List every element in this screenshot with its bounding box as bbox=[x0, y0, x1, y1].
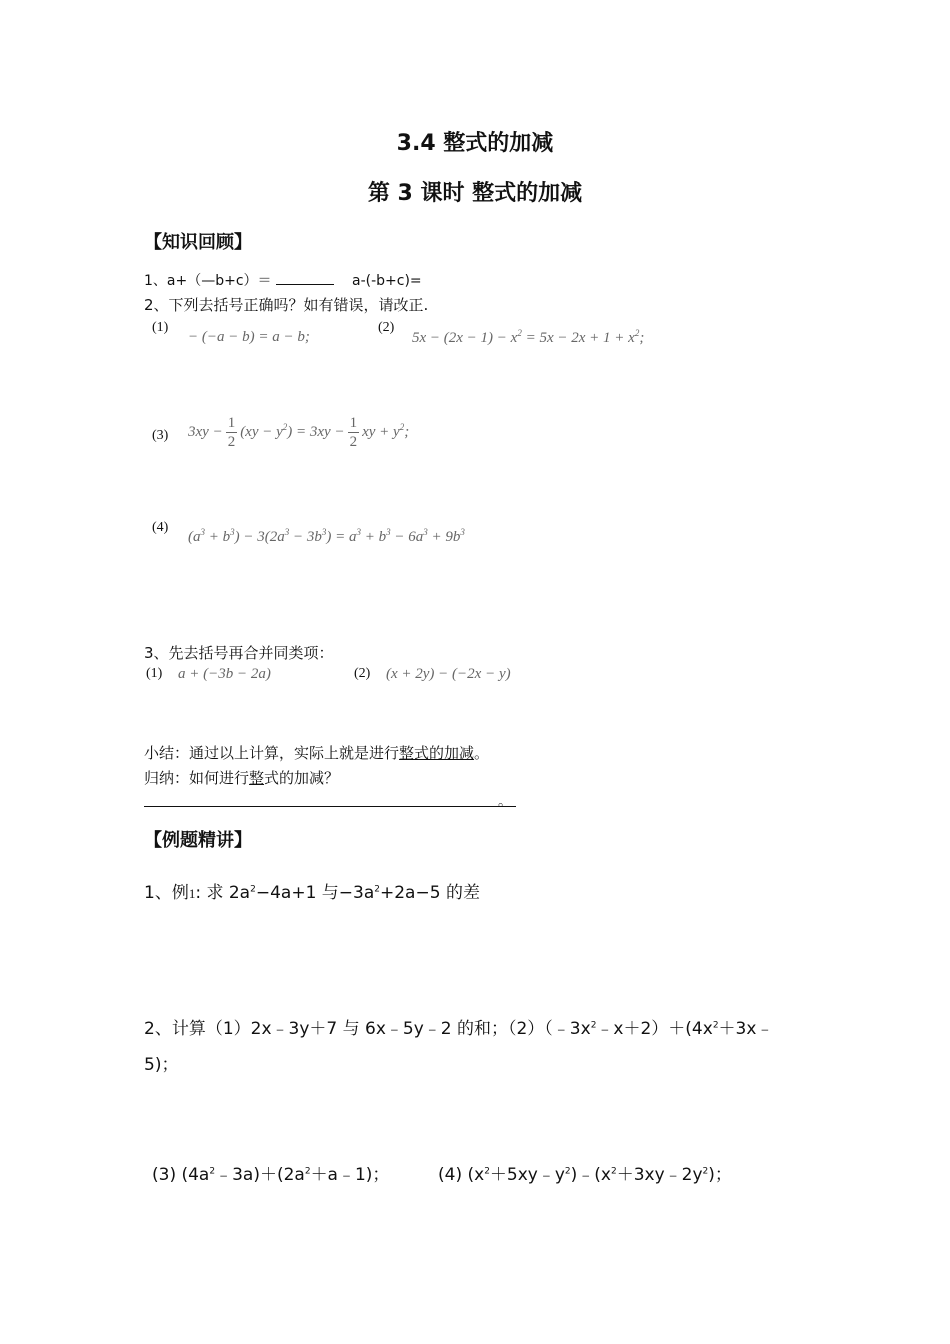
q2-item-2-expr: $5x - (2x - 1) - x^2 = 5x - 2x + 1 + x^2$; bbox=[412, 328, 645, 346]
q1-second: a-(-b+c)= bbox=[351, 273, 422, 289]
q3-item-2-expr: (x + 2y) − (−2x − y) bbox=[386, 666, 511, 682]
q1-blank bbox=[276, 270, 334, 285]
review-question-3: 3、先去括号再合并同类项： bbox=[144, 644, 334, 662]
answer-line bbox=[144, 805, 516, 807]
q2-item-3-label: (3) bbox=[152, 428, 169, 443]
example-2-item-4: (4) $(x^2+5xy﹣y^2)﹣(x^2+3xy﹣2y^2)$； bbox=[438, 1165, 732, 1185]
example-2-line-1: 2、计算（1）2x﹣3y＋7 与 6x﹣5y﹣2 的和；$(2)(﹣3x^2﹣x+2)+(4x^2+3x﹣$ bbox=[144, 1019, 774, 1039]
page-subtitle: 第 3 课时 整式的加减 bbox=[367, 181, 583, 206]
q3-item-2-label: (2) bbox=[354, 666, 371, 681]
answer-line-period: 。 bbox=[498, 794, 512, 810]
example-1: 1、例1: 求 $2a^2-4a+1$ 与$-3a^2+2a-5$ 的差 bbox=[144, 883, 480, 903]
q1-prefix: 1、a+（—b+c）＝ bbox=[144, 273, 272, 289]
example-2-item-3: (3) $(4a^2﹣3a)+(2a^2+a﹣1)$； bbox=[152, 1165, 390, 1185]
q3-item-1-expr: a + (−3b − 2a) bbox=[178, 666, 271, 682]
q2-item-4-label: (4) bbox=[152, 520, 169, 535]
review-question-1 bbox=[144, 270, 422, 290]
page-title: 3.4 整式的加减 bbox=[396, 131, 554, 156]
q2-item-4-expr: $(a^3 + b^3) - 3(2a^3 - 3b^3) = a^3 + b^3 - 6a^3 + 9b^3$ bbox=[188, 527, 465, 545]
example-2-line-2: 5)； bbox=[144, 1055, 179, 1075]
induce-line: 归纳：如何进行整式的加减？ bbox=[144, 769, 340, 787]
section-examples-heading: 【例题精讲】 bbox=[144, 830, 252, 851]
q2-item-2-label: (2) bbox=[378, 320, 395, 335]
q2-item-1-label: (1) bbox=[152, 320, 169, 335]
q3-item-1-label: (1) bbox=[146, 666, 163, 681]
summary-line: 小结：通过以上计算，实际上就是进行整式的加减。 bbox=[144, 744, 490, 762]
q2-item-1-expr: − (−a − b) = a − b; bbox=[188, 329, 310, 345]
q2-item-3-expr: 3xy − $\frac{1}{2}$ $(xy - y^2) = 3xy$ − $\frac{1}{2}$ xy + $y^2$; bbox=[188, 415, 410, 450]
section-review-heading: 【知识回顾】 bbox=[144, 232, 252, 253]
review-question-2: 2、下列去括号正确吗？如有错误，请改正. bbox=[144, 296, 429, 314]
